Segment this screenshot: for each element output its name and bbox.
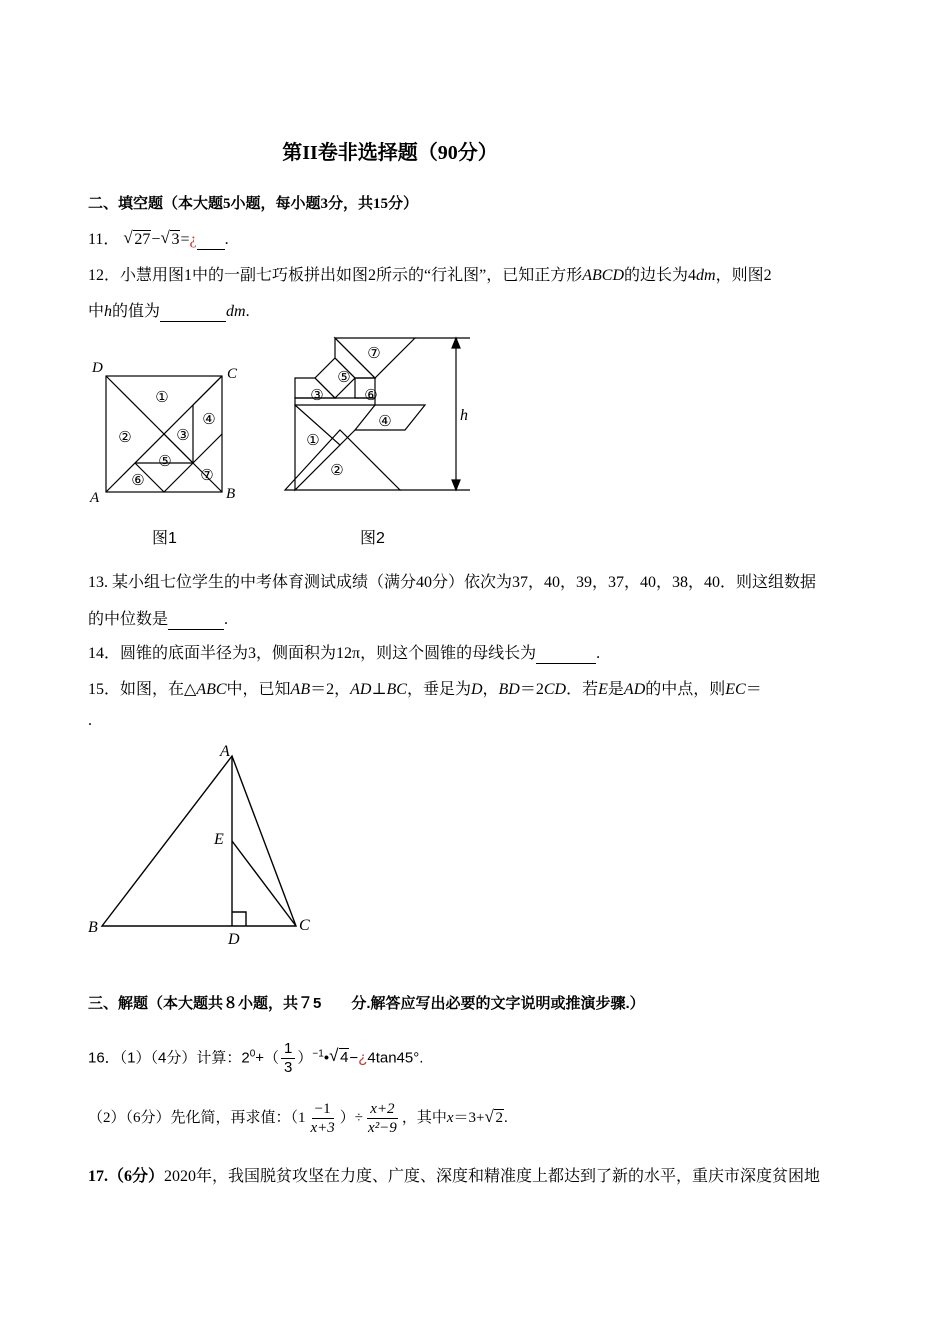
- sqrt-2: √ 2: [484, 1106, 503, 1126]
- q11-number: 11．: [88, 231, 120, 248]
- piece-3-label: ③: [176, 428, 190, 444]
- answer-blank: [160, 303, 226, 322]
- vertex-B: B: [226, 486, 236, 502]
- section-3-heading: 三、解题（本大题共８小题，共７5 分.解答应写出必要的文字说明或推演步骤.）: [88, 995, 645, 1012]
- vertex-C: C: [299, 917, 310, 934]
- fraction-one-third: $\frac{1}{3}$: [281, 1040, 295, 1077]
- question-17: 17.（6分）2020年，我国脱贫攻坚在力度、广度、深度和精准度上都达到了新的水平，重庆市深度贫困地: [88, 1168, 821, 1185]
- piece-7-label: ⑦: [200, 468, 214, 484]
- vertex-D: D: [92, 360, 103, 376]
- vertex-C: C: [227, 366, 238, 382]
- question-16-part-2: （2）（6分）先化简，再求值：（1 $\frac{-1}{x+3}$ ）÷ $\frac{x+2}{\text{x²−9}}$ ，其中x＝3+ √ 2.: [88, 1101, 508, 1136]
- piece-3-label: ③: [310, 388, 324, 404]
- garbled-mark: ¿: [189, 231, 197, 248]
- piece-4-label: ④: [378, 414, 392, 430]
- fraction-x-plus-2-over-x2-minus-9: $\frac{x+2}{\text{x²−9}}$: [368, 1101, 397, 1136]
- question-16-part-1: 16．（1）（4分）计算：$2^0+$（ $\frac{1}{3}$ ）$^{-1}$• √ 4−¿4tan45°.: [88, 1040, 424, 1076]
- vertex-D: D: [228, 931, 240, 948]
- figure-2-caption: 图2: [360, 530, 385, 547]
- piece-1-label: ①: [155, 390, 169, 406]
- question-14: 14．圆锥的底面半径为3，侧面积为12π，则这个圆锥的母线长为 .: [88, 645, 601, 662]
- question-11: 11． √ 27− √ 3=¿ .: [88, 228, 229, 248]
- question-15-line-1: 15．如图，在△ABC中，已知AB＝2，AD⊥BC，垂足为D，BD＝2CD．若E是AD的中点，则EC＝: [88, 681, 762, 698]
- piece-5-label: ⑤: [337, 370, 351, 386]
- piece-5-label: ⑤: [158, 454, 172, 470]
- answer-blank: [197, 231, 225, 250]
- vertex-A: A: [220, 743, 230, 760]
- question-15-line-2: .: [88, 712, 92, 729]
- sqrt-3: √ 3: [160, 228, 180, 248]
- page-title: 第II卷非选择题（90分）: [282, 142, 498, 164]
- piece-4-label: ④: [202, 412, 216, 428]
- figure-2-bowing-figure: [280, 330, 480, 500]
- answer-blank: [536, 645, 596, 664]
- point-E: E: [214, 831, 224, 848]
- piece-6-label: ⑥: [131, 473, 145, 489]
- height-label: h: [460, 407, 468, 424]
- garbled-mark: ¿: [358, 1049, 368, 1067]
- section-2-heading: 二、填空题（本大题5小题，每小题3分，共15分）: [88, 196, 419, 212]
- piece-7-label: ⑦: [367, 346, 381, 362]
- question-13-line-2: 的中位数是 .: [88, 611, 229, 628]
- question-12-line-1: 12．小慧用图1中的一副七巧板拼出如图2所示的“行礼图”，已知正方形ABCD的边长为4dm，则图2: [88, 267, 772, 284]
- fraction-minus-one-over-x-plus-3: $\frac{-1}{x+3}$: [310, 1101, 335, 1136]
- question-12-line-2: 中h的值为 dm.: [88, 303, 250, 320]
- figure-1-caption: 图1: [152, 530, 177, 547]
- question-13-line-1: 13. 某小组七位学生的中考体育测试成绩（满分40分）依次为37，40，39，37，40，38，40．则这组数据: [88, 574, 817, 591]
- figure-3-triangle: [84, 740, 324, 950]
- vertex-A: A: [90, 490, 100, 506]
- piece-2-label: ②: [118, 430, 132, 446]
- piece-2-label: ②: [330, 463, 344, 479]
- piece-1-label: ①: [306, 433, 320, 449]
- sqrt-27: √ 27: [123, 228, 151, 248]
- answer-blank: [168, 611, 224, 630]
- sqrt-4: √ 4: [329, 1046, 349, 1067]
- figure-1-tangram: [86, 354, 246, 510]
- vertex-B: B: [88, 919, 98, 936]
- piece-6-label: ⑥: [364, 388, 378, 404]
